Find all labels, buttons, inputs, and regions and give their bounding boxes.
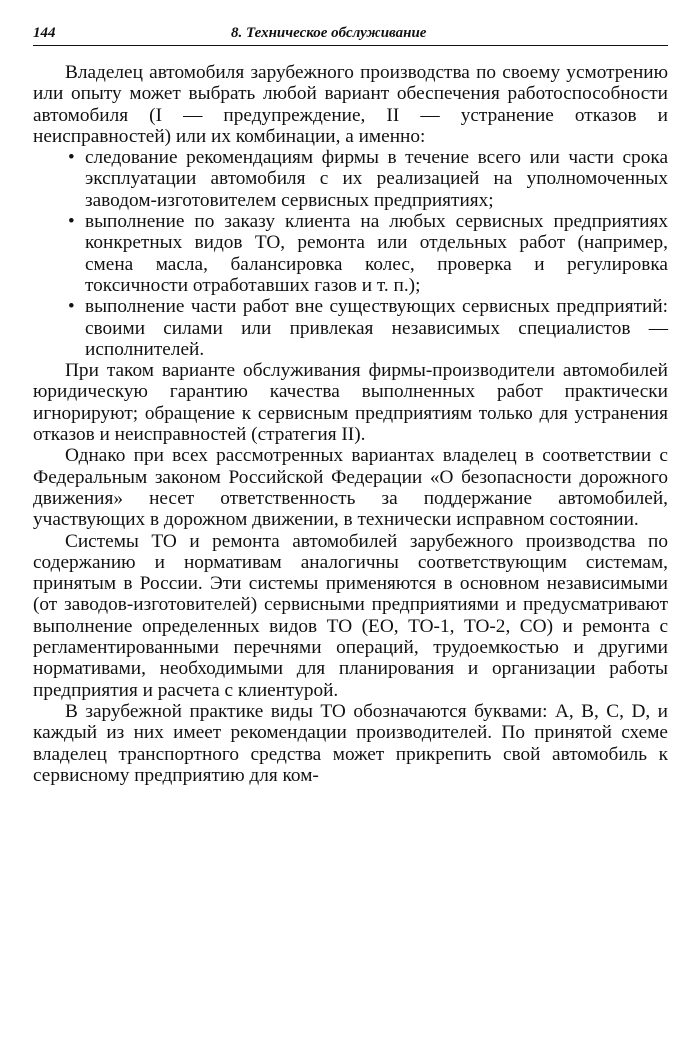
page-number: 144 <box>33 25 56 41</box>
paragraph: Системы ТО и ремонта автомобилей зарубежного производства по содержанию и нормативам аналогичны соответствующим системам, принятым в России. Эти системы применяются в основном независимыми (от заводов-изготовителей) сервисными предприятиями и предусматривают выполнение определенных видов ТО (ЕО, ТО-1, ТО-2, СО) и ремонта с регламентированными перечнями операций, трудоемкостью и другими нормативами, необходимыми для планирования и организации работы предприятия и расчета с клиентурой. <box>33 530 668 701</box>
list-item: • следование рекомендациям фирмы в течение всего или части срока эксплуатации автомобиля с их реализацией на уполномоченных заводом-изготовителем сервисных предприятиях; <box>85 147 668 211</box>
running-title: 8. Техническое обслуживание <box>231 25 427 41</box>
paragraph: При таком варианте обслуживания фирмы-производители автомобилей юридическую гарантию качества выполненных работ практически игнорируют; обращение к сервисным предприятиям только для устранения отказов и неисправностей (стратегия II). <box>33 360 668 446</box>
intro-paragraph: Владелец автомобиля зарубежного производства по своему усмотрению или опыту может выбрать любой вариант обеспечения работоспособности автомобиля (I — предупреждение, II — устранение отказов и неисправностей) или их комбинации, а именно: <box>33 62 668 147</box>
list-item: • выполнение части работ вне существующих сервисных предприятий: своими силами или привлекая независимых специалистов — исполнителей. <box>85 296 668 360</box>
paragraph: Однако при всех рассмотренных вариантах владелец в соответствии с Федеральным законом Российской Федерации «О безопасности дорожного движения» несет ответственность за поддержание автомобилей, участвующих в дорожном движении, в технически исправном состоянии. <box>33 445 668 531</box>
page-body <box>33 62 668 786</box>
list-item: • выполнение по заказу клиента на любых сервисных предприятиях конкретных видов ТО, ремонта или отдельных работ (например, смена масла, балансировка колес, проверка и регулировка токсичности отработавших газов и т. п.); <box>85 211 668 296</box>
paragraph: В зарубежной практике виды ТО обозначаются буквами: А, В, С, D, и каждый из них имеет рекомендации производителей. По принятой схеме владелец транспортного средства может прикрепить свой автомобиль к сервисному предприятию для ком- <box>33 700 668 786</box>
page-header <box>33 23 668 46</box>
option-list <box>33 147 668 360</box>
